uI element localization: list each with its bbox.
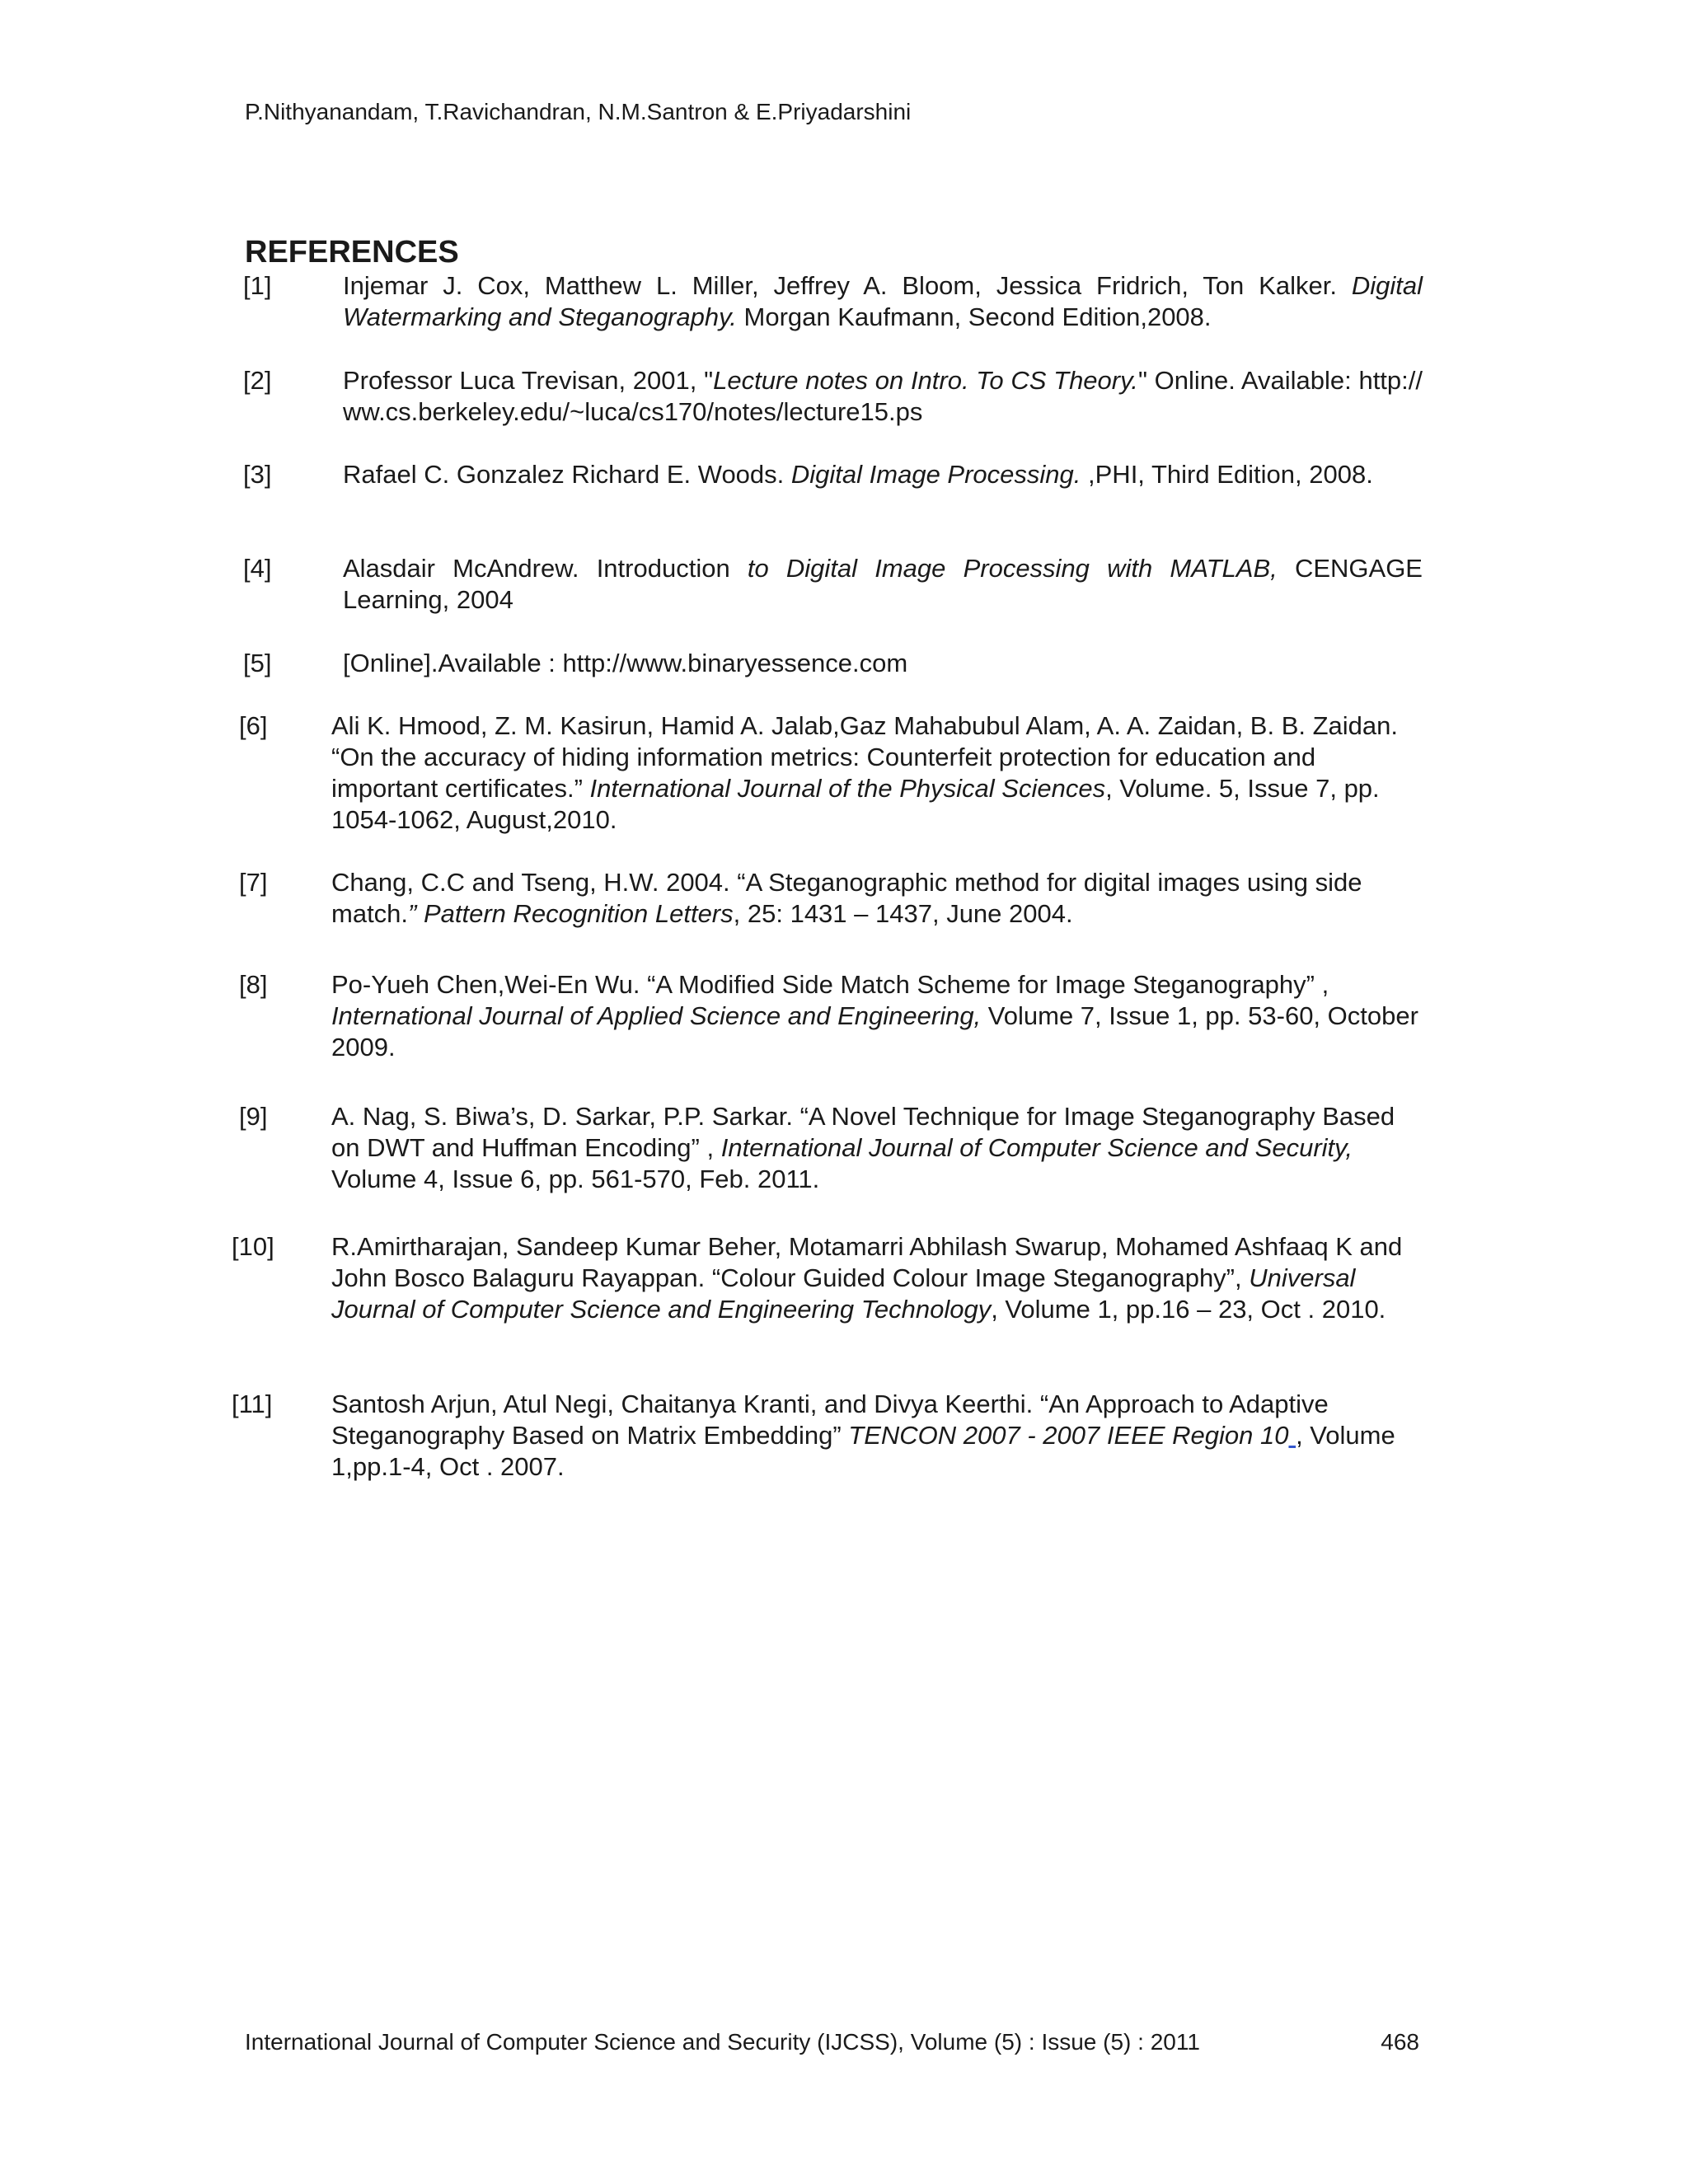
reference-number: [8] (239, 970, 268, 999)
reference-number: [3] (243, 460, 272, 489)
reference-item (0, 1231, 1688, 1359)
reference-item (0, 867, 1688, 933)
reference-text: Chang, C.C and Tseng, H.W. 2004. “A Steganographic method for digital images using side match.” Pattern Recognition Letters, 25: 1431 – 1437, June 2004. (331, 868, 1362, 928)
reference-text: Ali K. Hmood, Z. M. Kasirun, Hamid A. Jalab,Gaz Mahabubul Alam, A. A. Zaidan, B. B. Zaidan. “On the accuracy of hiding information metrics: Counterfeit protection for education and important certificates.” International Journal of the Physical Sciences, Volume. 5, Issue 7, pp. 1054-1062, August,2010. (331, 711, 1398, 834)
reference-text: A. Nag, S. Biwa’s, D. Sarkar, P.P. Sarkar. “A Novel Technique for Image Steganography Based on DWT and Huffman Encoding” , International Journal of Computer Science and Security, Volume 4, Issue 6, pp. 561-570, Feb. 2011. (331, 1102, 1395, 1193)
reference-item (0, 969, 1688, 1068)
page-number: 468 (1381, 2029, 1419, 2055)
reference-text: R.Amirtharajan, Sandeep Kumar Beher, Motamarri Abhilash Swarup, Mohamed Ashfaaq K and John Bosco Balaguru Rayappan. “Colour Guided Colour Image Steganography”, Universal Journal of Computer Science and Engineering Technology, Volume 1, pp.16 – 23, Oct . 2010. (331, 1232, 1403, 1324)
reference-text: Santosh Arjun, Atul Negi, Chaitanya Kranti, and Divya Keerthi. “An Approach to Adaptive Steganography Based on Matrix Embedding” TENCON 2007 - 2007 IEEE Region 10 , Volume 1,pp.1-4, Oct . 2007. (331, 1390, 1395, 1481)
footer-journal: International Journal of Computer Science and Security (IJCSS), Volume (5) : Issue (5) : 2011 (245, 2029, 1200, 2055)
reference-number: [9] (239, 1102, 268, 1131)
reference-number: [4] (243, 554, 272, 583)
running-head: P.Nithyanandam, T.Ravichandran, N.M.Santron & E.Priyadarshini (245, 99, 912, 124)
reference-text: Professor Luca Trevisan, 2001, "Lecture notes on Intro. To CS Theory." Online. Available: http:// ww.cs.berkeley.edu/~luca/cs170/notes/lecture15.ps (343, 366, 1423, 426)
reference-text: Rafael C. Gonzalez Richard E. Woods. Digital Image Processing. ,PHI, Third Edition, 2008. (343, 460, 1373, 489)
reference-text: Po-Yueh Chen,Wei-En Wu. “A Modified Side Match Scheme for Image Steganography” , International Journal of Applied Science and Engineering, Volume 7, Issue 1, pp. 53-60, October 2009. (331, 970, 1418, 1062)
reference-number: [5] (243, 649, 272, 677)
section-heading: REFERENCES (245, 235, 459, 269)
reference-item (0, 1389, 1688, 1488)
reference-text: Injemar J. Cox, Matthew L. Miller, Jeffrey A. Bloom, Jessica Fridrich, Ton Kalker. Digital Watermarking and Steganography. Morgan Kaufmann, Second Edition,2008. (343, 271, 1423, 331)
reference-number: [2] (243, 366, 272, 395)
reference-number: [7] (239, 868, 268, 897)
reference-number: [1] (243, 271, 272, 300)
reference-text: Alasdair McAndrew. Introduction to Digital Image Processing with MATLAB, CENGAGE Learning, 2004 (343, 554, 1423, 614)
reference-item (0, 270, 1688, 336)
reference-text: [Online].Available : http://www.binaryessence.com (343, 649, 908, 677)
reference-number: [6] (239, 711, 268, 740)
reference-item (0, 365, 1688, 431)
reference-number: [10] (232, 1232, 274, 1261)
reference-item (0, 1101, 1688, 1200)
reference-item (0, 553, 1688, 619)
hyperlink-underline[interactable] (1288, 1421, 1296, 1450)
reference-number: [11] (232, 1390, 273, 1418)
reference-item (0, 648, 1688, 681)
reference-item (0, 459, 1688, 525)
reference-item (0, 710, 1688, 838)
